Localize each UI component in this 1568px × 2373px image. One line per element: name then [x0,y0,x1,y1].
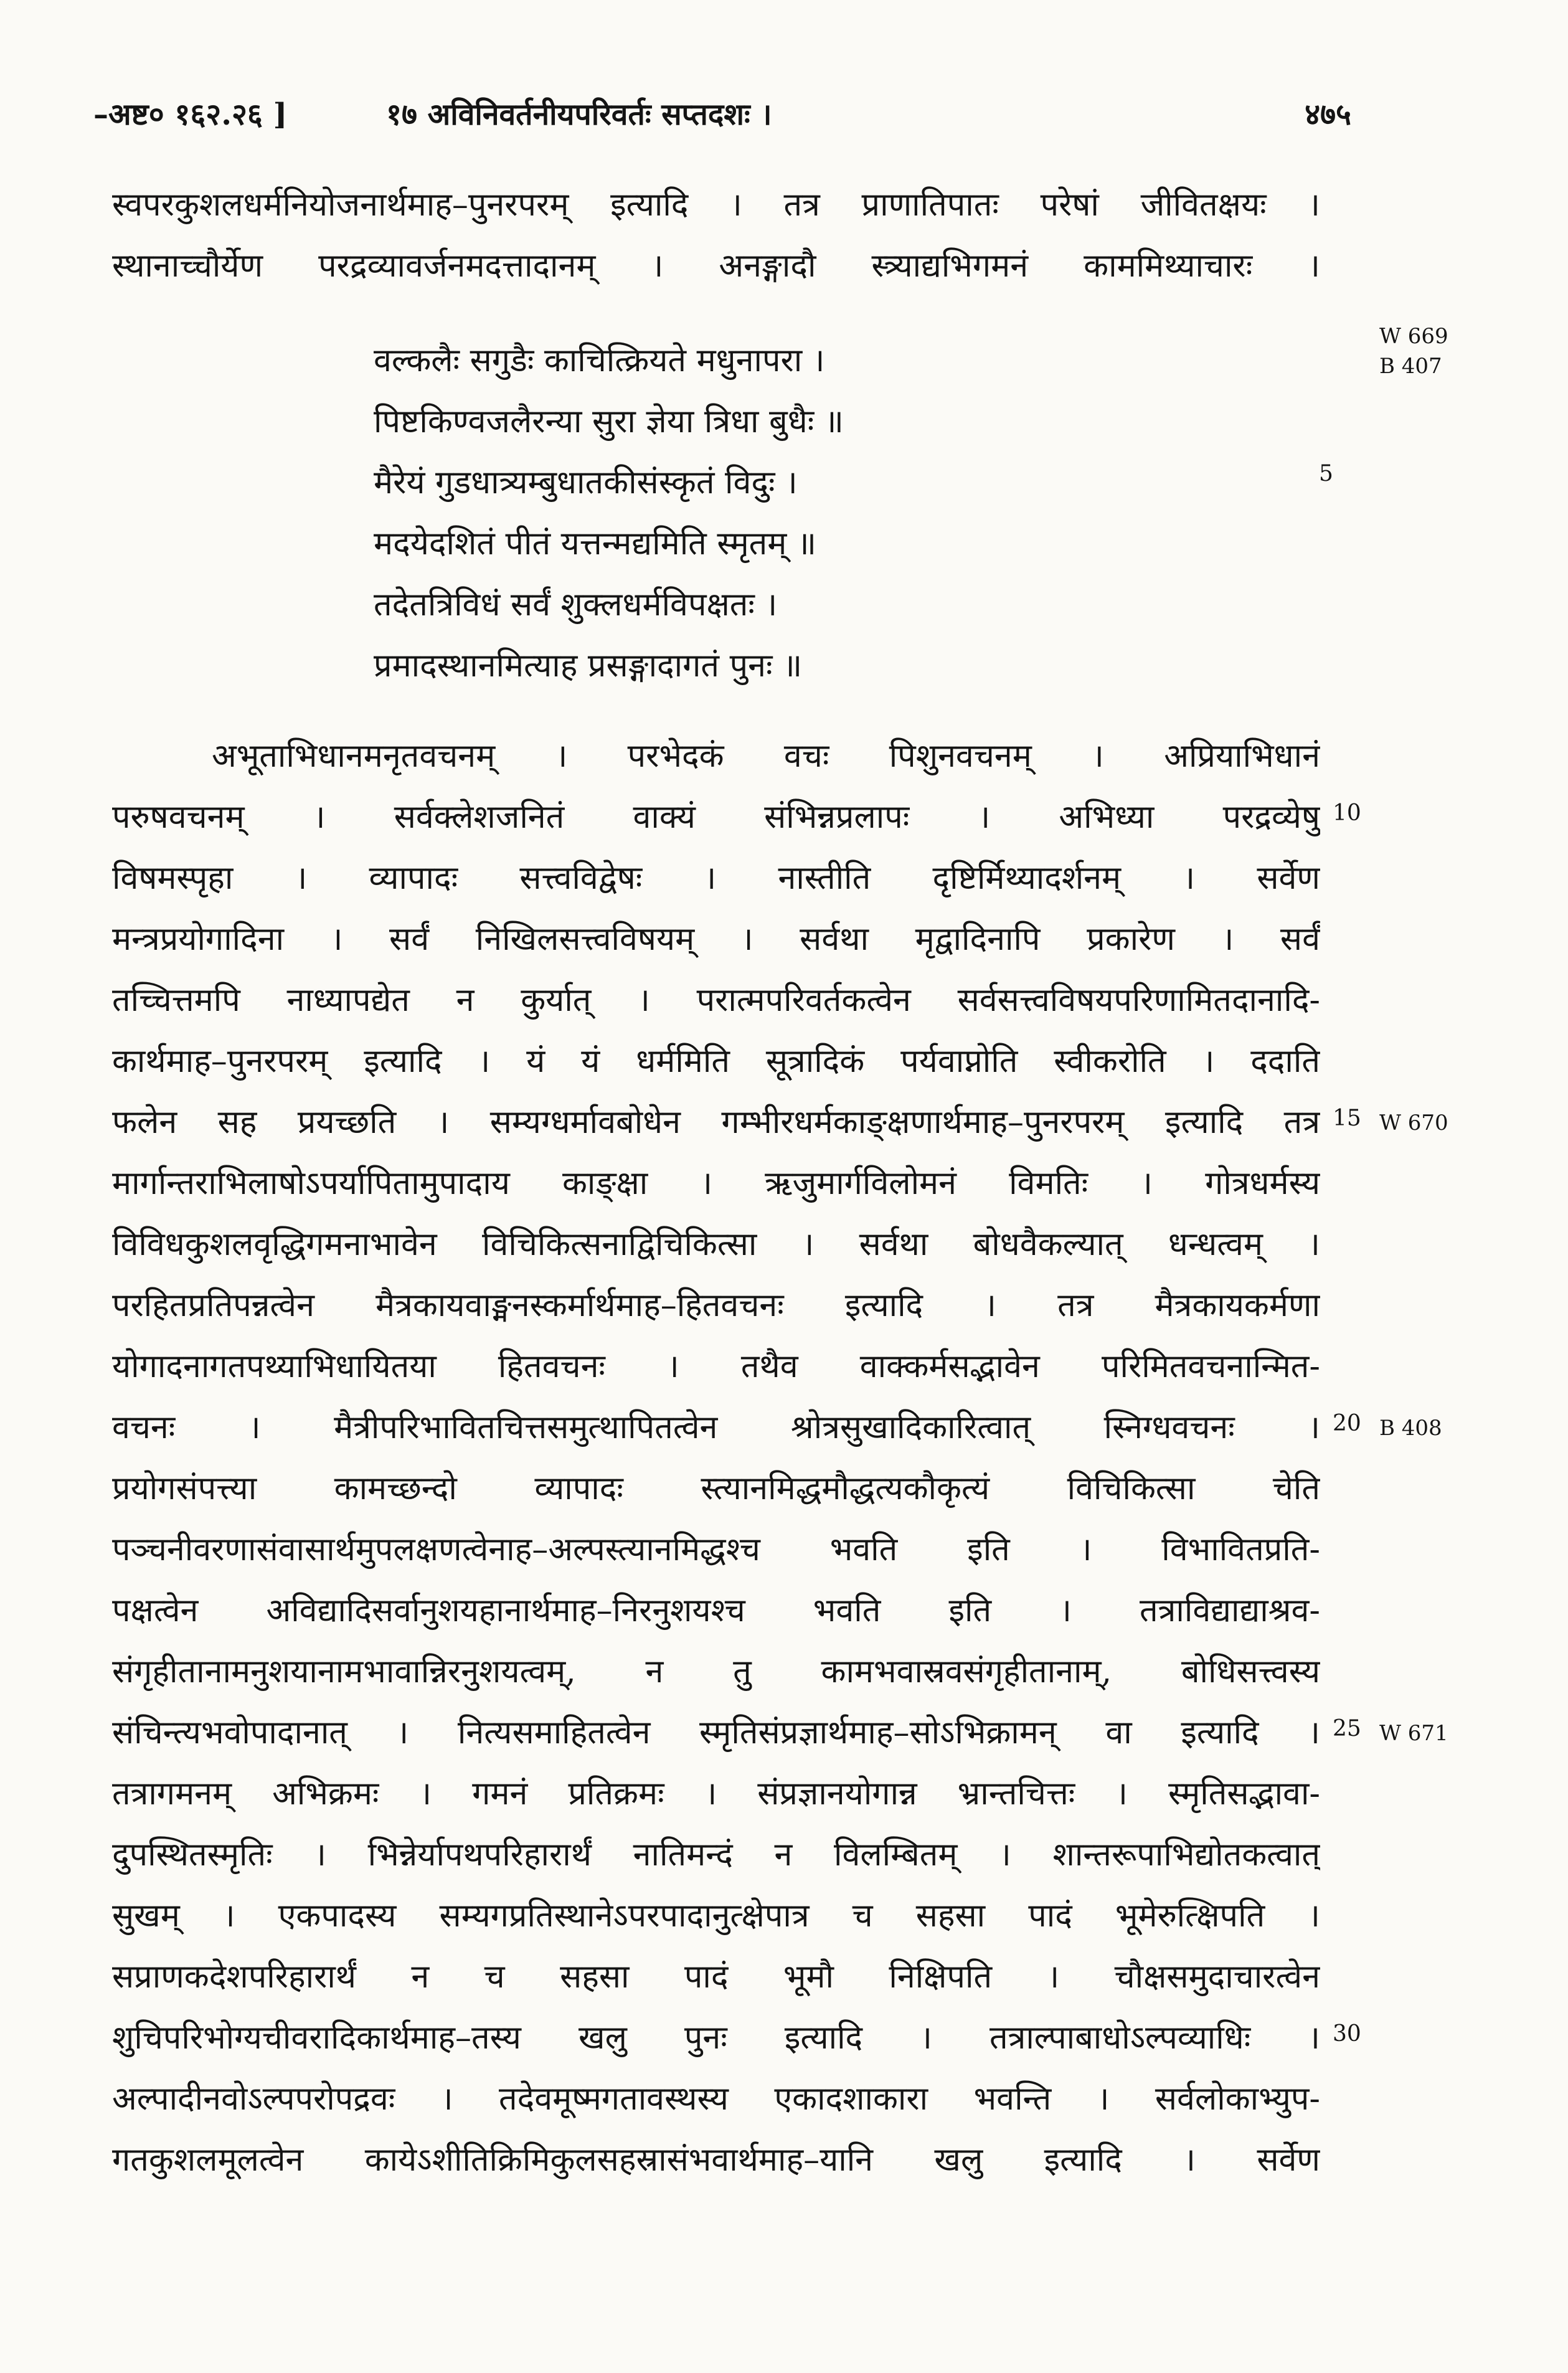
text-line: सप्राणकदेशपरिहारार्थं न च सहसा पादं भूमौ निक्षिपति । चौक्षसमुदाचारत्वेन [112,1958,1320,1996]
margin-reference: W 670 [1379,1111,1448,1135]
line-number: 25 [1333,1716,1361,1741]
text-line: अभूताभिधानमनृतवचनम् । परभेदकं वचः पिशुनवचनम् । अप्रियाभिधानं [212,737,1320,775]
text-line: फलेन सह प्रयच्छति । सम्यग्धर्मावबोधेन गम्भीरधर्मकाङ्क्षणार्थमाह–पुनरपरम् इत्यादि तत्र [112,1104,1320,1141]
text-line: शुचिपरिभोग्यचीवरादिकार्थमाह–तस्य खलु पुनः इत्यादि । तत्राल्पाबाधोऽल्पव्याधिः । [112,2019,1320,2057]
text-line: वचनः । मैत्रीपरिभावितचित्तसमुत्थापितत्वेन श्रोत्रसुखादिकारित्वात् स्निग्धवचनः । [112,1409,1320,1446]
text-line: परहितप्रतिपन्नत्वेन मैत्रकायवाङ्मनस्कर्मार्थमाह–हितवचनः इत्यादि । तत्र मैत्रकायकर्मणा [112,1287,1320,1324]
text-line: मन्त्रप्रयोगादिना । सर्वं निखिलसत्त्वविषयम् । सर्वथा मृद्वादिनापि प्रकारेण । सर्वं [112,921,1320,958]
prose-block-top [112,174,1320,296]
text-line: तच्चित्तमपि नाध्यापद्येत न कुर्यात् । परात्मपरिवर्तकत्वेन सर्वसत्त्वविषयपरिणामितदानादि- [112,982,1320,1019]
line-number: 5 [1319,461,1333,486]
verse-line: प्रमादस्थानमित्याह प्रसङ्गादागतं पुनः ॥ [374,647,803,684]
verse-block [374,330,1152,696]
text-line: प्रयोगसंपत्त्या कामच्छन्दो व्यापादः स्त्यानमिद्धमौद्धत्यकौकृत्यं विचिकित्सा चेति [112,1470,1320,1507]
verse-line: मैरेयं गुडधात्र्यम्बुधातकीसंस्कृतं विदुः । [374,464,798,501]
text-line: विषमस्पृहा । व्यापादः सत्त्वविद्वेषः । नास्तीति दृष्टिर्मिथ्यादर्शनम् । सर्वेण [112,860,1320,897]
verse-line: तदेतत्रिविधं सर्वं शुक्लधर्मविपक्षतः । [374,586,778,623]
margin-reference: B 408 [1379,1416,1442,1441]
chapter-title: १७ अविनिवर्तनीयपरिवर्तः सप्तदशः । [386,97,772,132]
verse-line: पिष्टकिण्वजलैरन्या सुरा ज्ञेया त्रिधा बुधैः ॥ [374,403,844,440]
line-number: 15 [1333,1106,1361,1131]
text-line: सुखम् । एकपादस्य सम्यगप्रतिस्थानेऽपरपादानुत्क्षेपात्र च सहसा पादं भूमेरुत्क्षिपति । [112,1897,1320,1935]
text-line: दुपस्थितस्मृतिः । भिन्नेर्यापथपरिहारार्थं नातिमन्दं न विलम्बितम् । शान्तरूपाभिद्योतकत्वात् [112,1836,1320,1873]
text-line: पक्षत्वेन अविद्यादिसर्वानुशयहानार्थमाह–निरनुशयश्च भवति इति । तत्राविद्याद्याश्रव- [112,1592,1320,1629]
text-line: गतकुशलमूलत्वेन कायेऽशीतिक्रिमिकुलसहस्रासंभवार्थमाह–यानि खलु इत्यादि । सर्वेण [112,2141,1320,2179]
line-number: 30 [1333,2021,1361,2047]
line-number: 20 [1333,1411,1361,1436]
margin-reference: B 407 [1379,354,1442,379]
text-line: कार्थमाह–पुनरपरम् इत्यादि । यं यं धर्ममिति सूत्रादिकं पर्यवाप्नोति स्वीकरोति । ददाति [112,1043,1320,1080]
page-number: ४७५ [1305,97,1351,132]
text-line: मार्गान्तराभिलाषोऽपर्यापितामुपादाय काङ्क्षा । ऋजुमार्गविलोमनं विमतिः । गोत्रधर्मस्य [112,1165,1320,1202]
text-line: अल्पादीनवोऽल्पपरोपद्रवः । तदेवमूष्मगतावस्थस्य एकादशाकारा भवन्ति । सर्वलोकाभ्युप- [112,2080,1320,2118]
verse-line: मदयेदशितं पीतं यत्तन्मद्यमिति स्मृतम् ॥ [374,525,817,562]
text-line: स्वपरकुशलधर्मनियोजनार्थमाह–पुनरपरम् इत्यादि । तत्र प्राणातिपातः परेषां जीवितक्षयः । [112,186,1320,224]
margin-reference: W 671 [1379,1721,1448,1746]
text-line: विविधकुशलवृद्धिगमनाभावेन विचिकित्सनाद्विचिकित्सा । सर्वथा बोधवैकल्यात् धन्धत्वम् । [112,1226,1320,1263]
verse-line: वल्कलैः सगुडैः काचित्क्रियते मधुनापरा । [374,342,825,379]
section-reference: –अष्ट० १६२.२६ ] [93,97,288,132]
text-line: योगादनागतपथ्याभिधायितया हितवचनः । तथैव वाक्कर्मसद्भावेन परिमितवचनान्मित- [112,1348,1320,1385]
text-line: पञ्चनीवरणासंवासार्थमुपलक्षणत्वेनाह–अल्पस्त्यानमिद्धश्च भवति इति । विभावितप्रति- [112,1531,1320,1568]
line-number: 10 [1333,800,1361,826]
running-head [93,93,1351,143]
text-line: स्थानाच्चौर्येण परद्रव्यावर्जनमदत्तादानम् । अनङ्गादौ स्त्र्याद्यभिगमनं काममिथ्याचारः । [112,247,1320,285]
text-line: संगृहीतानामनुशयानामभावान्निरनुशयत्वम्, न तु कामभवास्रवसंगृहीतानाम्, बोधिसत्त्वस्य [112,1653,1320,1690]
text-line: तत्रागमनम् अभिक्रमः । गमनं प्रतिक्रमः । संप्रज्ञानयोगान्न भ्रान्तचित्तः । स्मृतिसद्भावा- [112,1775,1320,1812]
text-line: परुषवचनम् । सर्वक्लेशजनितं वाक्यं संभिन्नप्रलापः । अभिध्या परद्रव्येषु [112,798,1320,836]
prose-block-main [112,726,1320,2191]
margin-reference: W 669 [1379,324,1448,349]
text-line: संचिन्त्यभवोपादानात् । नित्यसमाहितत्वेन स्मृतिसंप्रज्ञार्थमाह–सोऽभिक्रामन् वा इत्यादि । [112,1714,1320,1751]
